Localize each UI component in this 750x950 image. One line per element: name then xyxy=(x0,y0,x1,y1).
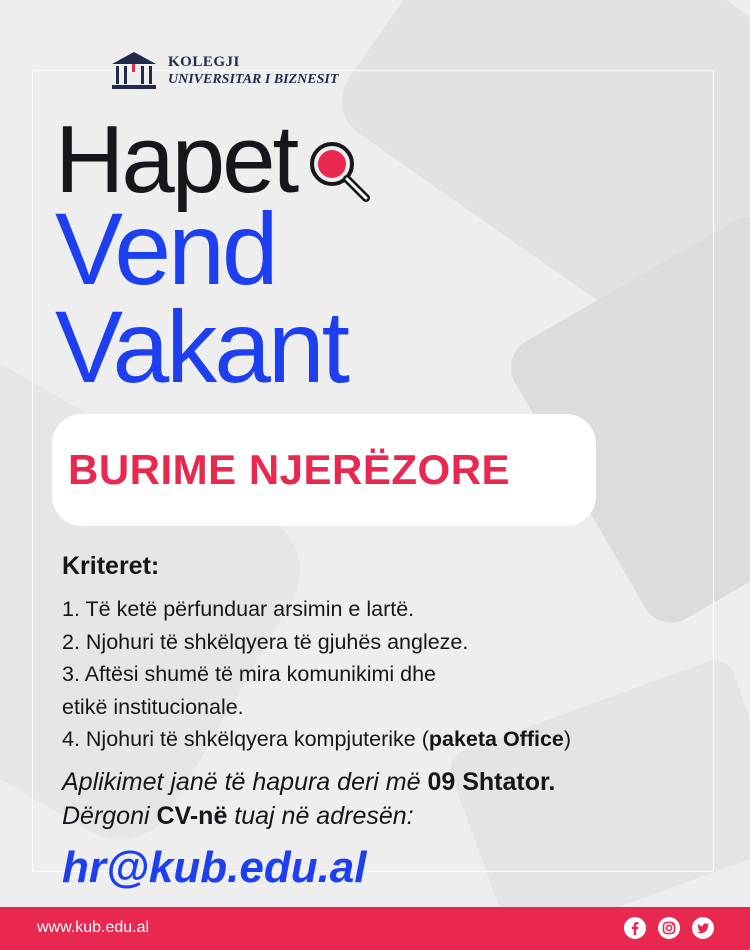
criteria-item-end: ) xyxy=(563,727,572,751)
website-link[interactable]: www.kub.edu.al xyxy=(37,919,150,936)
deadline-line xyxy=(62,765,555,799)
criteria-item xyxy=(62,723,571,756)
headline-hapet: Hapet xyxy=(55,106,297,213)
department-label: BURIME NJERËZORE xyxy=(68,446,511,493)
criteria-item-bold: paketa Office xyxy=(428,727,564,751)
magnifier-icon xyxy=(306,138,376,208)
criteria-item: 3. Aftësi shumë të mira komunikimi dhe xyxy=(62,662,437,686)
deadline-date: 09 Shtator. xyxy=(427,768,556,796)
criteria-title: Kriteret: xyxy=(62,552,160,580)
headline-vend: Vend xyxy=(55,192,276,306)
cv-label: CV-në xyxy=(156,802,228,830)
criteria-item: 1. Të ketë përfunduar arsimin e lartë. xyxy=(62,597,415,621)
criteria-item: etikë institucionale. xyxy=(62,694,244,719)
college-logo xyxy=(108,50,338,92)
send-cv-line xyxy=(62,799,555,833)
contact-email[interactable]: hr@kub.edu.al xyxy=(62,843,367,892)
building-icon xyxy=(108,50,160,92)
send-text-end: tuaj në adresën: xyxy=(227,802,414,830)
send-text: Dërgoni xyxy=(62,802,157,830)
criteria-list xyxy=(62,593,571,756)
twitter-icon[interactable] xyxy=(692,917,714,939)
criteria-item-text: 4. Njohuri të shkëlqyera kompjuterike ( xyxy=(62,727,429,751)
criteria-item: 2. Njohuri të shkëlqyera të gjuhës angleze. xyxy=(62,629,469,654)
application-info xyxy=(62,765,555,833)
footer-bar xyxy=(0,907,750,950)
instagram-icon[interactable] xyxy=(658,917,680,939)
facebook-icon[interactable] xyxy=(624,917,646,939)
logo-line2: UNIVERSITAR I BIZNESIT xyxy=(168,71,339,87)
department-badge xyxy=(52,414,596,526)
headline-vakant: Vakant xyxy=(55,290,347,404)
logo-line1: KOLEGJI xyxy=(168,54,240,71)
social-icons xyxy=(624,917,714,939)
deadline-text: Aplikimet janë të hapura deri më xyxy=(62,768,428,796)
